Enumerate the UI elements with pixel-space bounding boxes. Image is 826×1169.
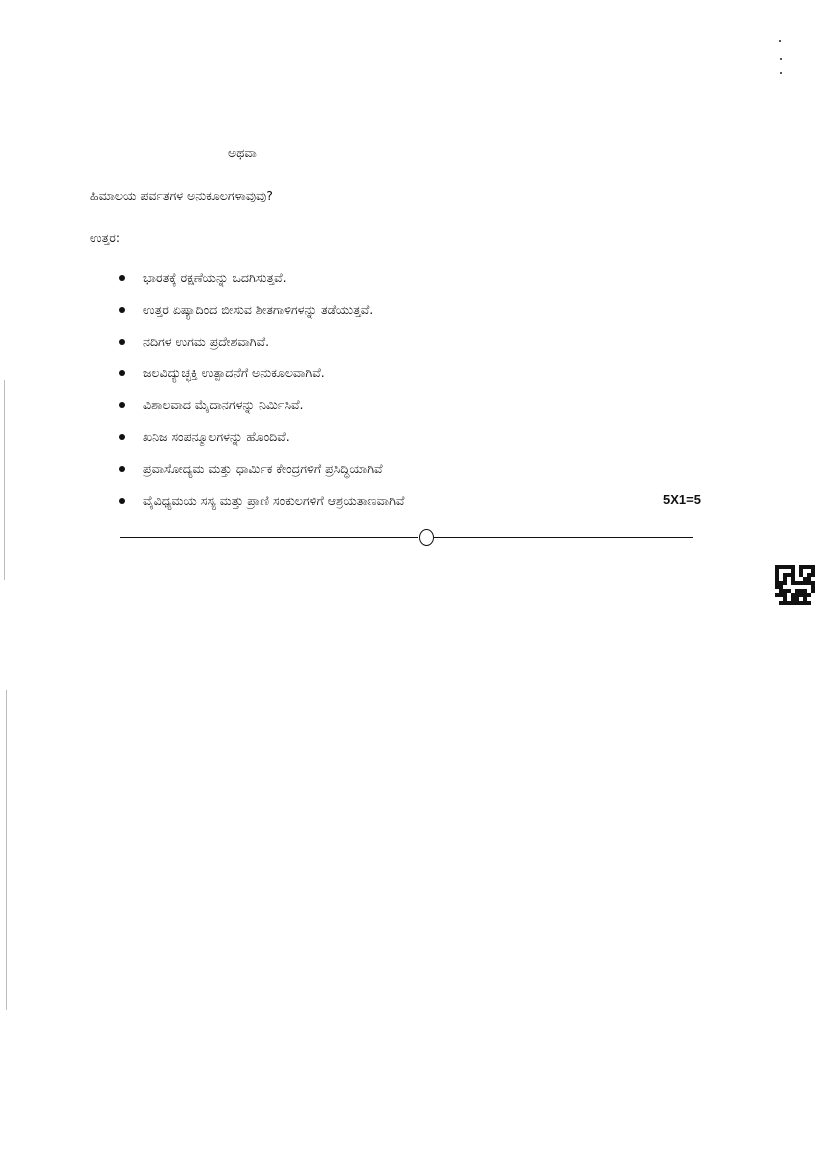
end-rule-right [434, 537, 693, 538]
bullet-icon [119, 339, 125, 345]
marks-label: 5X1=5 [663, 492, 701, 507]
heading-or: ಅಥವಾ [228, 145, 257, 160]
list-item: ವೈವಿಧ್ಯಮಯ ಸಸ್ಯ ಮತ್ತು ಪ್ರಾಣಿ ಸಂಕುಲಗಳಿಗೆ ಆಶ್ರಯತಾಣವಾಗಿವೆ [143, 492, 405, 508]
scan-speck [780, 58, 782, 60]
list-item: ಖನಿಜ ಸಂಪನ್ಮೂಲಗಳನ್ನು ಹೊಂದಿವೆ. [143, 429, 290, 444]
end-rule-left [120, 537, 418, 538]
list-item: ನದಿಗಳ ಉಗಮ ಪ್ರದೇಶವಾಗಿವೆ. [143, 333, 270, 349]
answer-label: ಉತ್ತರ: [90, 230, 121, 245]
scan-edge [4, 380, 5, 580]
list-item: ಭಾರತಕ್ಕೆ ರಕ್ಷಣೆಯನ್ನು ಒದಗಿಸುತ್ತವೆ. [143, 270, 287, 285]
bullet-icon [119, 370, 125, 376]
bullet-icon [119, 307, 125, 313]
bullet-icon [119, 275, 125, 281]
scan-speck [779, 40, 781, 42]
bullet-icon [119, 402, 125, 408]
bullet-icon [119, 466, 125, 472]
scan-edge [6, 690, 7, 1010]
end-circle [419, 529, 434, 546]
list-item: ಪ್ರವಾಸೋದ್ಯಮ ಮತ್ತು ಧಾರ್ಮಿಕ ಕೇಂದ್ರಗಳಿಗೆ ಪ್ರಸಿದ್ಧಿಯಾಗಿವೆ [143, 460, 383, 476]
bullet-icon [119, 498, 125, 504]
list-item: ಉತ್ತರ ಏಷ್ಯಾದಿಂದ ಬೀಸುವ ಶೀತಗಾಳಿಗಳನ್ನು ತಡೆಯುತ್ತವೆ. [143, 301, 374, 317]
list-item: ಜಲವಿದ್ಯುಚ್ಛಕ್ತಿ ಉತ್ಪಾದನೆಗೆ ಅನುಕೂಲವಾಗಿವೆ. [143, 365, 325, 381]
list-item: ವಿಶಾಲವಾದ ಮೈದಾನಗಳನ್ನು ನಿರ್ಮಿಸಿವೆ. [143, 397, 304, 413]
bullet-icon [119, 434, 125, 440]
question-text: ಹಿಮಾಲಯ ಪರ್ವತಗಳ ಅನುಕೂಲಗಳಾವುವು? [90, 188, 273, 203]
scan-speck [780, 72, 782, 74]
qr-code [775, 565, 815, 605]
